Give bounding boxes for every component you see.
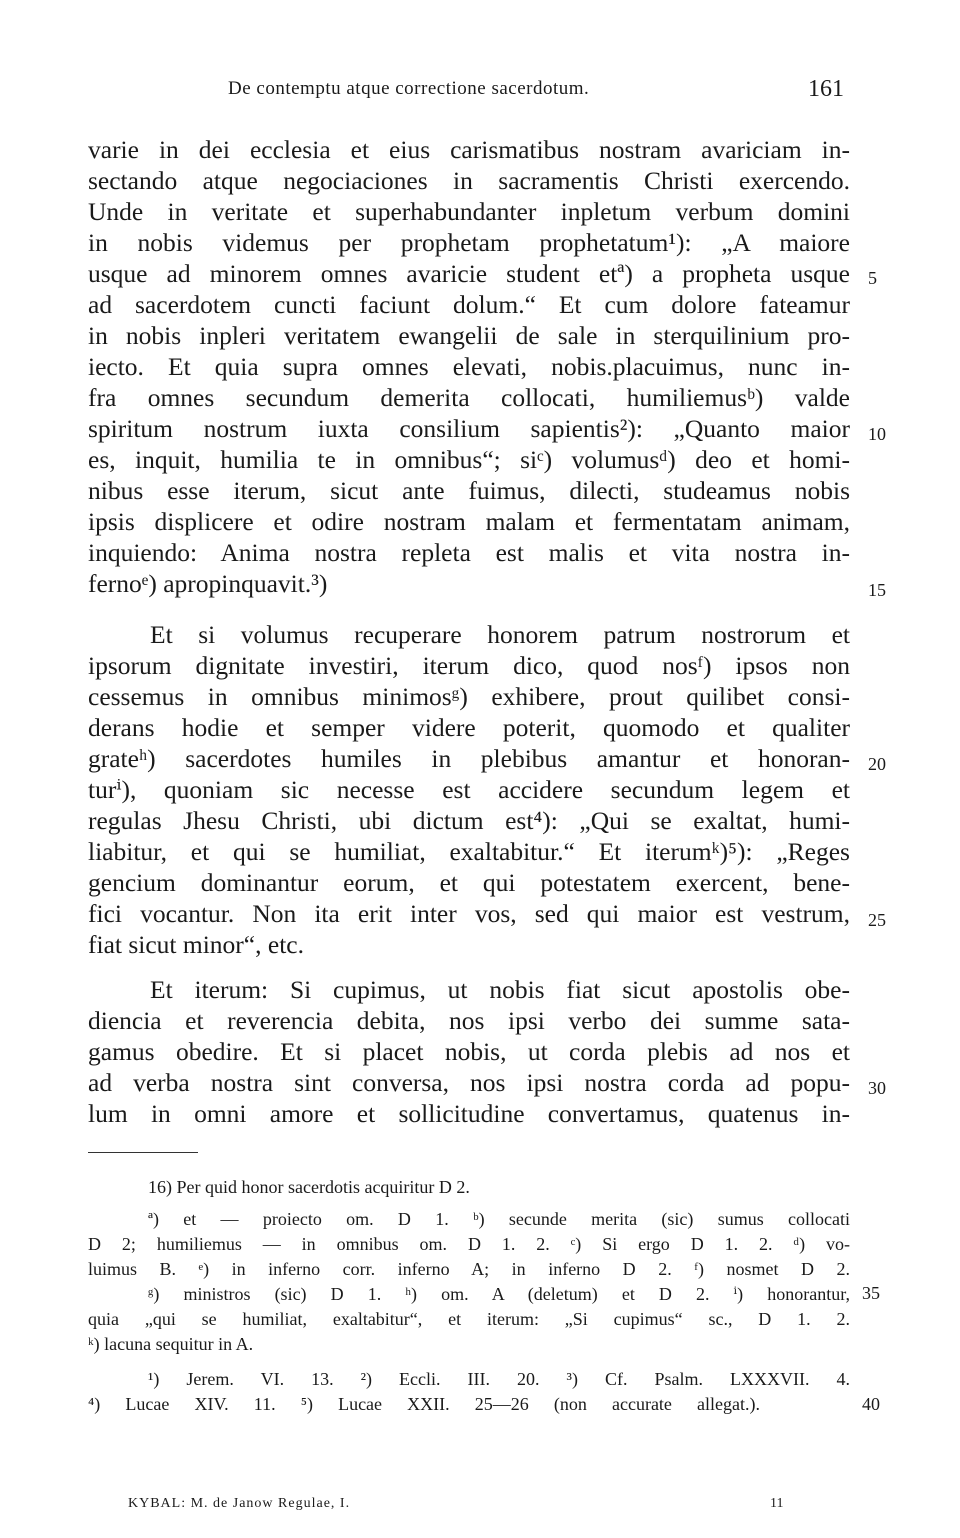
- text-line: Unde in veritate et superhabundanter inpletum verbum domini: [88, 197, 850, 226]
- text-line: gencium dominantur eorum, et qui potestatem exercent, bene-: [88, 868, 850, 897]
- text-line: nibus esse iterum, sicut ante fuimus, dilecti, studeamus nobis: [88, 476, 850, 505]
- text-line: in nobis videmus per prophetam prophetatum¹): „A maiore: [88, 228, 850, 257]
- text-line: gamus obedire. Et si placet nobis, ut corda plebis ad nos et: [88, 1037, 850, 1066]
- text-line: iecto. Et quia supra omnes elevati, nobis.placuimus, nunc in-: [88, 352, 850, 381]
- text-line: derans hodie et semper videre poterit, quomodo et qualiter: [88, 713, 850, 742]
- text-line: turⁱ), quoniam sic necesse est accidere secundum legem et: [88, 775, 850, 804]
- line-number: 20: [868, 754, 886, 774]
- text-line: usque ad minorem omnes avaricie student etª) a propheta usque: [88, 259, 850, 288]
- text-line: spiritum nostrum iuxta consilium sapientis²): „Quanto maior: [88, 414, 850, 443]
- line-number: 30: [868, 1078, 886, 1098]
- line-number: 15: [868, 580, 886, 600]
- text-line: lum in omni amore et sollicitudine convertamus, quatenus in-: [88, 1099, 850, 1128]
- footnote-line: luimus B. ᵉ) in inferno corr. inferno A; in inferno D 2. ᶠ) nosmet D 2.: [88, 1259, 850, 1279]
- text-line: sectando atque negociaciones in sacramentis Christi exercendo.: [88, 166, 850, 195]
- line-number: 25: [868, 910, 886, 930]
- text-line: Et iterum: Si cupimus, ut nobis fiat sicut apostolis obe-: [150, 975, 850, 1004]
- footnote-line: D 2; humiliemus — in omnibus om. D 1. 2. ᶜ) Si ergo D 1. 2. ᵈ) vo-: [88, 1234, 850, 1254]
- line-number: 5: [868, 268, 877, 288]
- text-line: ad verba nostra sint conversa, nos ipsi nostra corda ad popu-: [88, 1068, 850, 1097]
- text-line: fiat sicut minor“, etc.: [88, 930, 304, 959]
- text-line: Et si volumus recuperare honorem patrum nostrorum et: [150, 620, 850, 649]
- text-line: grateʰ) sacerdotes humiles in plebibus amantur et honoran-: [88, 744, 850, 773]
- footnote-line: ᵍ) ministros (sic) D 1. ʰ) om. A (deletum) et D 2. ⁱ) honorantur,: [148, 1284, 850, 1304]
- text-line: inquiendo: Anima nostra repleta est malis et vita nostra in-: [88, 538, 850, 567]
- footnote-line: ª) et — proiecto om. D 1. ᵇ) secunde merita (sic) sumus collocati: [148, 1209, 850, 1229]
- printer-signature: KYBAL: M. de Janow Regulae, I.: [128, 1496, 351, 1511]
- text-line: cessemus in omnibus minimosᵍ) exhibere, prout quilibet consi-: [88, 682, 850, 711]
- text-line: ipsis displicere et odire nostram malam et fermentatam animam,: [88, 507, 850, 536]
- signature-mark: 11: [770, 1496, 784, 1511]
- text-line: in nobis inpleri veritatem ewangelii de sale in sterquilinium pro-: [88, 321, 850, 350]
- footnote-divider: [88, 1152, 198, 1153]
- footnote-line: 16) Per quid honor sacerdotis acquiritur D 2.: [148, 1177, 470, 1197]
- text-line: diencia et reverencia debita, nos ipsi verbo dei summe sata-: [88, 1006, 850, 1035]
- footnote-line: ᵏ) lacuna sequitur in A.: [88, 1334, 254, 1354]
- text-line: fici vocantur. Non ita erit inter vos, sed qui maior est vestrum,: [88, 899, 850, 928]
- footnote-line: ⁴) Lucae XIV. 11. ⁵) Lucae XXII. 25—26 (non accurate allegat.).: [88, 1394, 760, 1414]
- line-number: 40: [862, 1394, 880, 1414]
- text-line: fernoᵉ) apropinquavit.³): [88, 569, 328, 598]
- text-line: es, inquit, humilia te in omnibus“; siᶜ) volumusᵈ) deo et homi-: [88, 445, 850, 474]
- footnote-line: quia „qui se humiliat, exaltabitur“, et iterum: „Si cupimus“ sc., D 1. 2.: [88, 1309, 850, 1329]
- text-line: varie in dei ecclesia et eius carismatibus nostram avariciam in-: [88, 135, 850, 164]
- text-line: ad sacerdotem cuncti faciunt dolum.“ Et cum dolore fateamur: [88, 290, 850, 319]
- text-line: ipsorum dignitate investiri, iterum dico, quod nosᶠ) ipsos non: [88, 651, 850, 680]
- line-number: 10: [868, 424, 886, 444]
- text-line: regulas Jhesu Christi, ubi dictum est⁴): „Qui se exaltat, humi-: [88, 806, 850, 835]
- running-title: De contemptu atque correctione sacerdotum.: [228, 78, 590, 99]
- text-line: liabitur, et qui se humiliat, exaltabitur.“ Et iterumᵏ)⁵): „Reges: [88, 837, 850, 866]
- text-line: fra omnes secundum demerita collocati, humiliemusᵇ) valde: [88, 383, 850, 412]
- line-number: 35: [862, 1283, 880, 1303]
- page-number: 161: [808, 76, 844, 102]
- footnote-line: ¹) Jerem. VI. 13. ²) Eccli. III. 20. ³) Cf. Psalm. LXXXVII. 4.: [148, 1369, 850, 1389]
